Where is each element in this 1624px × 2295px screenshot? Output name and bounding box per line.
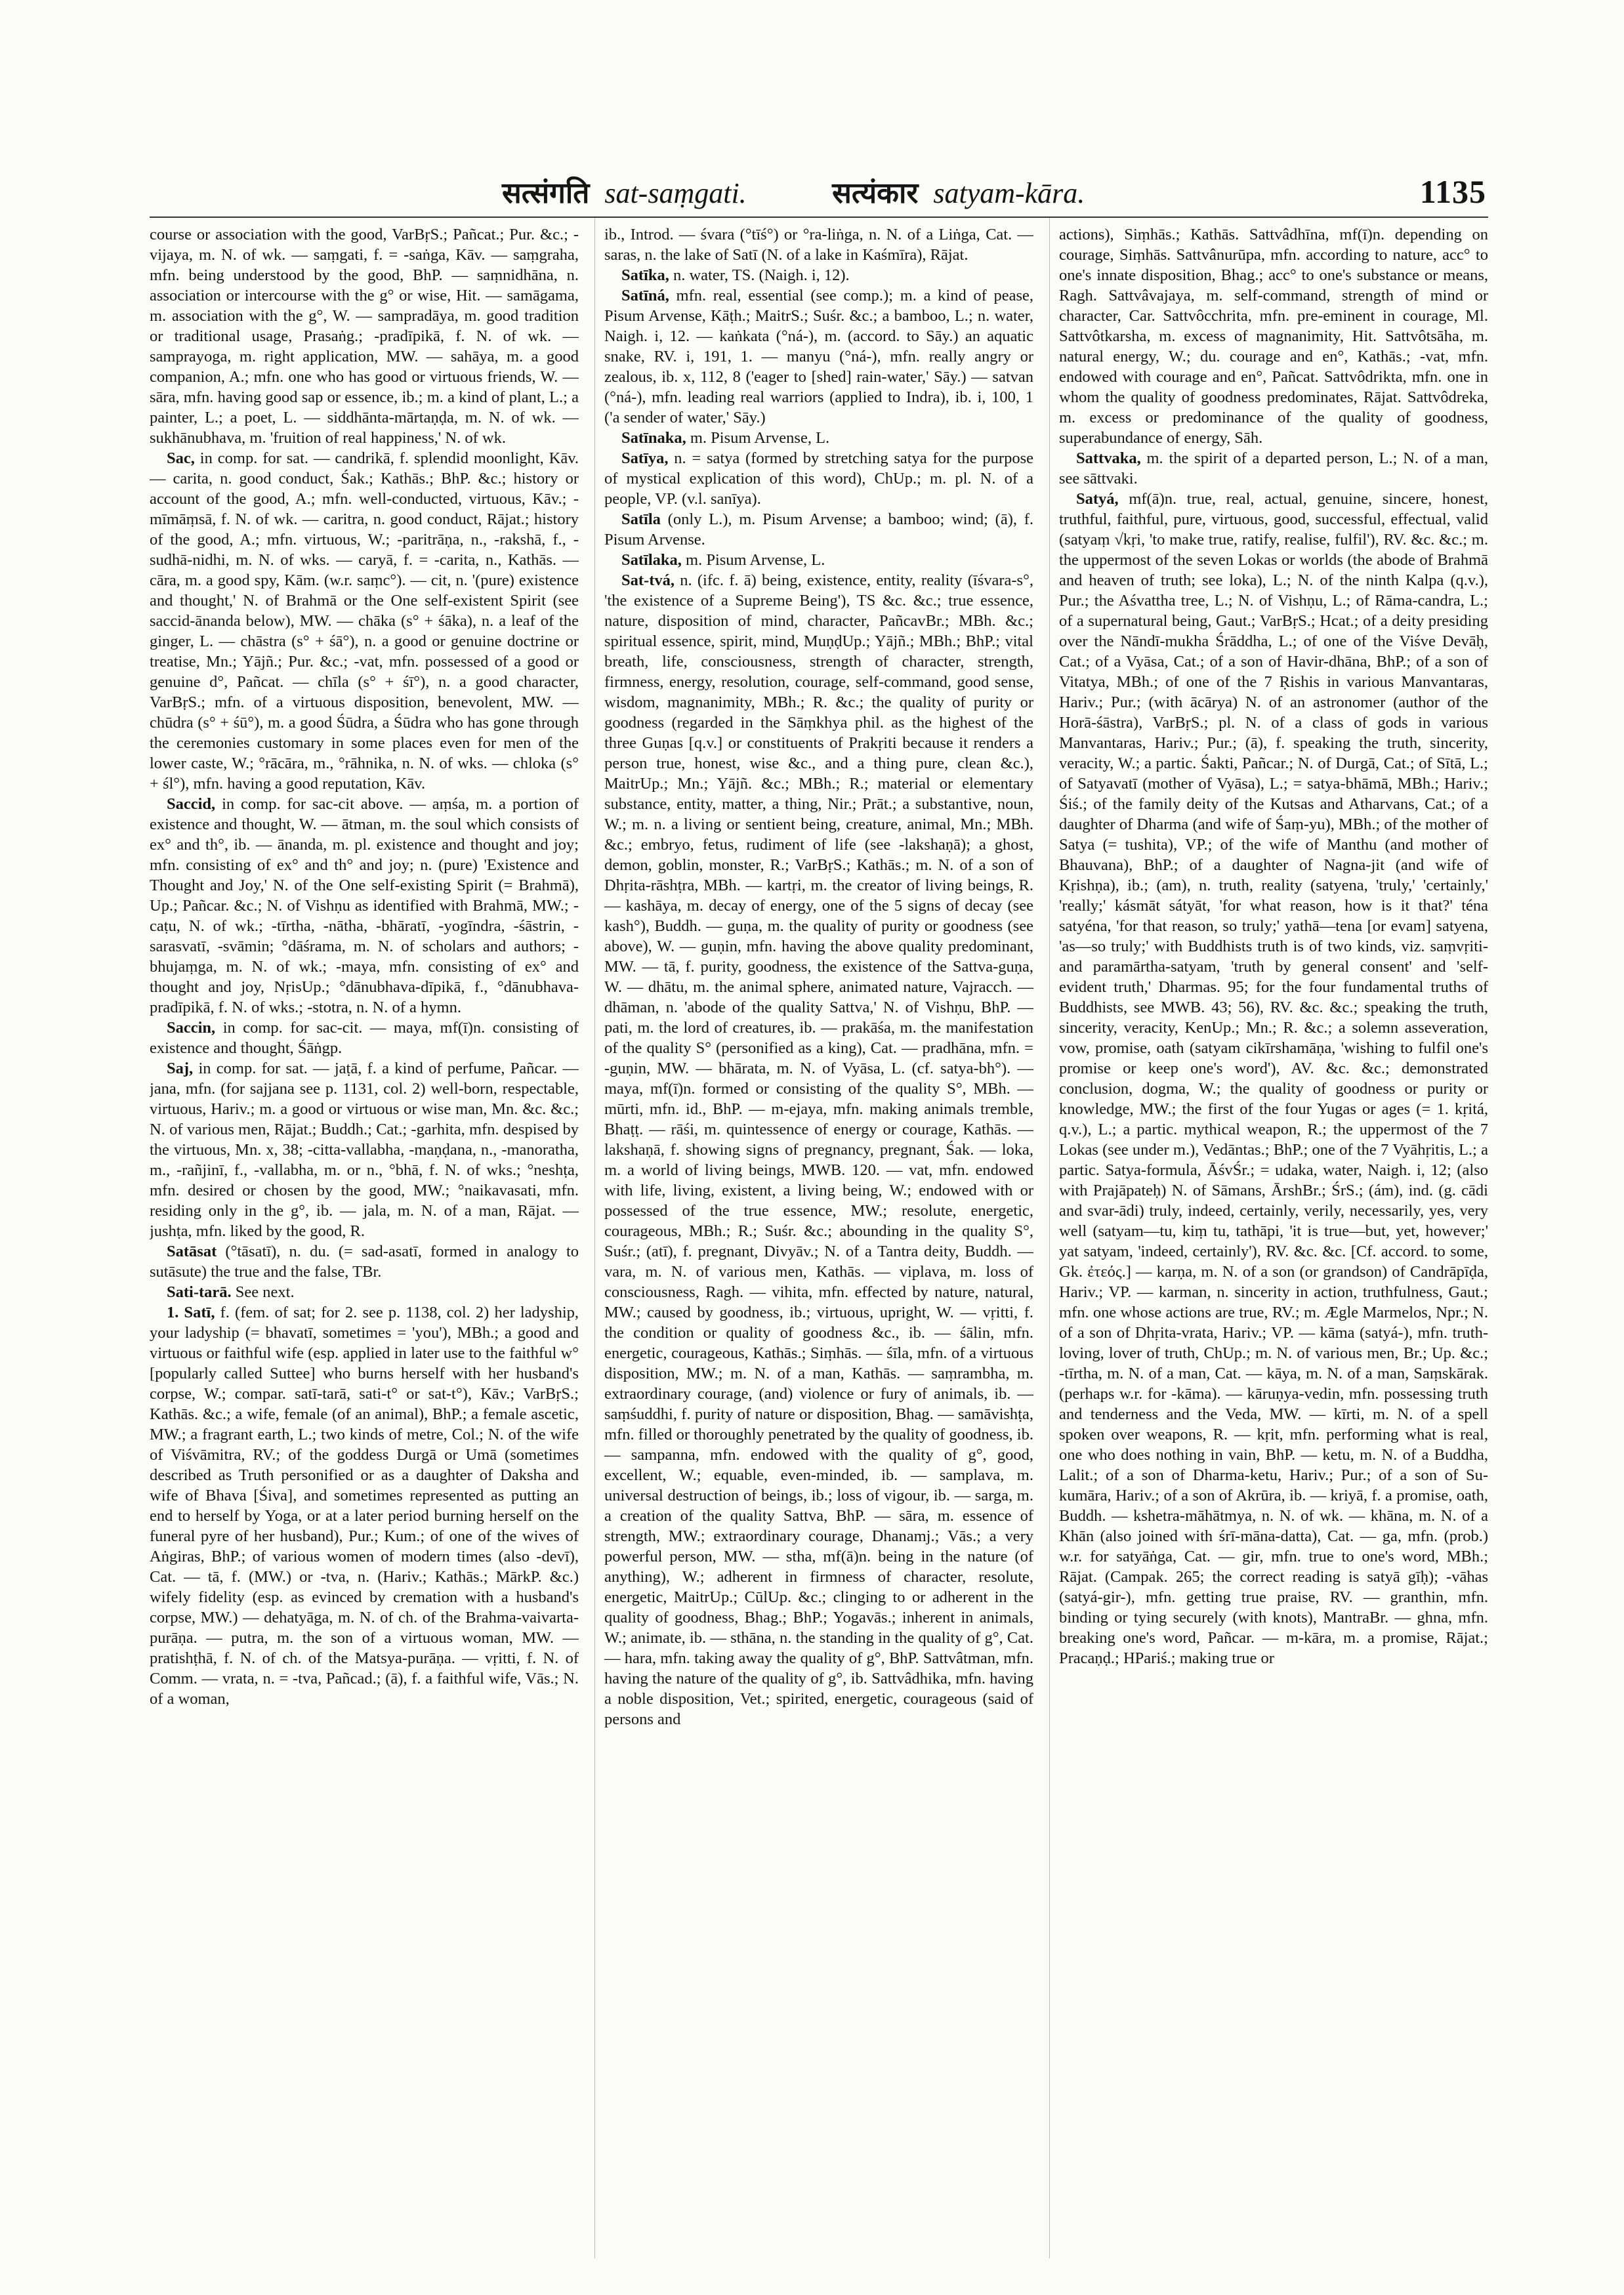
entry-text: See next. <box>235 1283 295 1301</box>
entry-text: in comp. for sat. — candrikā, f. splendid moonlight, Kāv. — carita, n. good conduct, Śak.; Kathās.; BhP. &c.; history or account of the good, A.; mfn. well-conducted, virtuous, Kāv.; -mīmāṃsā, f. N. of wk. — caritra, n. good conduct, Rājat.; history of the good, A.; mfn. virtuous, W.; -paritrāṇa, n., -rakshā, f., -sudhā-nidhi, m. N. of wks. — caryā, f. = -carita, n., Kathās. — cāra, m. a good spy, Kām. (w.r. saṃc°). — cit, n. '(pure) existence and thought,' N. of Brahmā or the One self-existent Spirit (see saccid-ānanda below), MW. — chāka (s° + śāka), n. a leaf of the ginger, L. — chāstra (s° + śā°), n. a good or genuine doctrine or treatise, Mn.; Yājñ.; Pur. &c.; -vat, mfn. possessed of a good or genuine d°, Pañcat. — chīla (s° + śī°), n. a good character, VarBṛS.; mfn. of a virtuous disposition, benevolent, MW. — chūdra (s° + śū°), m. a good Śūdra, a Śūdra who has gone through the ceremonies customary in some places even for men of the lower caste, W.; °rācāra, m., °rāhnika, n. N. of wks. — chloka (s° + śl°), mfn. having a good reputation, Kāv. <box>150 449 579 793</box>
dictionary-entry <box>1059 489 1488 1668</box>
dictionary-entry <box>1059 448 1488 489</box>
entry-text: in comp. for sat. — jaṭā, f. a kind of perfume, Pañcar. — jana, mfn. (for sajjana see p. 1131, col. 2) well-born, respectable, virtuous, Hariv.; m. a good or virtuous or wise man, Mn. &c. &c.; N. of various men, Rājat.; Buddh.; Cat.; -garhita, mfn. despised by the virtuous, Mn. x, 38; -citta-vallabha, -maṇḍana, n., -manoratha, m., -rañjinī, f., -vallabha, m. or n., °bhā, f. N. of wks.; °neshṭa, mfn. desired or chosen by the good, MW.; °naikavasati, mfn. residing only in the g°, ib. — jala, m. N. of a man, Rājat. — jushṭa, mfn. liked by the good, R. <box>150 1060 579 1240</box>
dictionary-entry <box>604 448 1033 509</box>
entry-text: f. (fem. of sat; for 2. see p. 1138, col. 2) her ladyship, your ladyship (= bhavatī, sometimes = 'you'), MBh.; a good and virtuous or faithful wife (esp. applied in later use to the faithful w° [popularly called Suttee] who burns herself with her husband's corpse, W.; compar. satī-tarā, sati-t° or sat-t°), Kāv.; VarBṛS.; Kathās. &c.; a wife, female (of an animal), BhP.; a female ascetic, MW.; a fragrant earth, L.; two kinds of metre, Col.; N. of the wife of Viśvāmitra, RV.; of the goddess Durgā or Umā (sometimes described as Truth personified or as a daughter of Daksha and wife of Bhava [Śiva], and sometimes represented as putting an end to herself by Yoga, or at a later period burning herself on the funeral pyre of her husband), Pur.; Kum.; of one of the wives of Aṅgiras, BhP.; of various women of modern times (also -devī), Cat. — tā, f. (MW.) or -tva, n. (Hariv.; Kathās.; MārkP. &c.) wifely fidelity (esp. as evinced by cremation with a husband's corpse, MW.) — dehatyāga, m. N. of ch. of the Brahma-vaivarta-purāṇa. — putra, m. the son of a virtuous woman, MW. — pratishṭhā, f. N. of ch. of the Matsya-purāṇa. — vṛitti, f. N. of Comm. — vrata, n. = -tva, Pañcad.; (ā), f. a faithful wife, Vās.; N. of a woman, <box>150 1304 579 1708</box>
page-number: 1135 <box>1419 173 1486 210</box>
entry-headword: Satāsat <box>167 1243 217 1260</box>
running-header <box>148 172 1486 211</box>
dictionary-entry <box>150 1058 579 1241</box>
entry-headword: 1. Satī, <box>167 1304 215 1321</box>
entry-text: (only L.), m. Pisum Arvense; a bamboo; wind; (ā), f. Pisum Arvense. <box>604 510 1033 548</box>
entry-headword: Satīná, <box>621 287 669 304</box>
dictionary-entry <box>150 224 579 448</box>
dictionary-entry <box>150 1302 579 1709</box>
entry-headword: Sac, <box>167 449 195 467</box>
dictionary-entry <box>604 570 1033 1729</box>
entry-text: n. water, TS. (Naigh. i, 12). <box>673 266 850 284</box>
entry-headword: Saccid, <box>167 795 216 813</box>
entry-headword: Sati-tarā. <box>167 1283 232 1301</box>
dictionary-entry <box>604 265 1033 285</box>
entry-headword: Saj, <box>167 1060 194 1077</box>
dictionary-entry <box>1059 224 1488 448</box>
dictionary-entry <box>150 794 579 1018</box>
dictionary-entry <box>150 448 579 794</box>
entry-text: m. Pisum Arvense, L. <box>690 429 830 447</box>
entry-text: m. the spirit of a departed person, L.; N. of a man, see sāttvaki. <box>1059 449 1488 487</box>
entry-text: ib., Introd. — śvara (°tīś°) or °ra-liṅga, n. N. of a Liṅga, Cat. — saras, n. the lake of Satī (N. of a lake in Kaśmīra), Rājat. <box>604 226 1033 264</box>
dictionary-entry <box>150 1241 579 1282</box>
entry-text: actions), Siṃhās.; Kathās. Sattvâdhīna, mf(ī)n. depending on courage, Siṃhās. Sattvânurūpa, mfn. according to nature, acc° to one's innate disposition, Bhag.; acc° to one's substance or means, Ragh. Sattvâvajaya, m. self-command, strength of mind or character, Car. Sattvôcchrita, mfn. pre-eminent in courage, Ml. Sattvôtkarsha, m. excess of magnanimity, Hit. Sattvôtsāha, m. natural energy, W.; du. courage and en°, Kathās.; -vat, mfn. endowed with courage and en°, Pañcat. Sattvôdrikta, mfn. one in whom the quality of goodness predominates, Rājat. Sattvôdreka, m. excess or predominance of the quality of goodness, superabundance of energy, Sāh. <box>1059 226 1488 447</box>
dictionary-entry <box>150 1018 579 1058</box>
entry-text: (°tāsatī), n. du. (= sad-asatī, formed in analogy to sutāsute) the true and the false, TBr. <box>150 1243 579 1281</box>
header-center-headword: सत्यंकार satyam-kāra. <box>832 177 1085 209</box>
entry-headword: Satīnaka, <box>621 429 686 447</box>
dictionary-entry <box>150 1282 579 1302</box>
entry-headword: Sat-tvá, <box>621 571 675 589</box>
column-3 <box>1049 218 1488 2258</box>
column-1 <box>150 218 579 2258</box>
entry-headword: Satīya, <box>621 449 669 467</box>
dictionary-columns <box>150 217 1488 2258</box>
column-2 <box>594 218 1033 2258</box>
header-left-headword: सत्संगति sat-saṃgati. <box>502 177 747 209</box>
entry-text: in comp. for sac-cit above. — aṃśa, m. a portion of existence and thought, W. — ātman, m. the soul which consists of ex° and th°, ib. — ānanda, m. pl. existence and thought and joy; mfn. consisting of ex° and th° and joy; n. (pure) 'Existence and Thought and Joy,' N. of the One self-existing Spirit (= Brahmā), Up.; Pañcar. &c.; N. of Vishṇu as identified with Brahmā, MW.; -caṭu, N. of wk.; -tīrtha, -nātha, -bhāratī, -yogīndra, -śāstrin, -sarasvatī, -svāmin; °dāśrama, m. N. of scholars and authors; -bhujaṃga, m. N. of wk.; -maya, mfn. consisting of ex° and thought and joy, NṛisUp.; °dānubhava-dīpikā, f., °dānubhava-pradīpikā, f. N. of wks.; -stotra, n. N. of a hymn. <box>150 795 579 1016</box>
dictionary-entry <box>604 509 1033 550</box>
entry-headword: Satīka, <box>621 266 669 284</box>
dictionary-entry <box>604 550 1033 570</box>
dictionary-entry <box>604 285 1033 428</box>
dictionary-entry <box>604 224 1033 265</box>
entry-headword: Satīlaka, <box>621 551 682 569</box>
entry-headword: Satyá, <box>1076 490 1119 508</box>
entry-headword: Satīla <box>621 510 661 528</box>
entry-text: mf(ā)n. true, real, actual, genuine, sincere, honest, truthful, faithful, pure, virtuous, good, successful, effectual, valid (satyaṃ √kṛi, 'to make true, ratify, realise, fulfil'), RV. &c. &c.; m. the uppermost of the seven Lokas or worlds (the abode of Brahmā and heaven of truth; see loka), L.; N. of the ninth Kalpa (q.v.), Pur.; the Aśvattha tree, L.; N. of Vishṇu, L.; of Rāma-candra, L.; of a supernatural being, Gaut.; VarBṛS.; Hcat.; of a deity presiding over the Nāndī-mukha Śrāddha, L.; of one of the Viśve Devāḥ, Cat.; of a Vyāsa, Cat.; of a son of Havir-dhāna, BhP.; of a son of Vitatya, MBh.; of one of the 7 Ṛishis in various Manvantaras, Hariv.; Pur.; (with ācārya) N. of an astronomer (author of the Horā-śāstra), VarBṛS.; pl. N. of a class of gods in various Manvantaras, Hariv.; Pur.; (ā), f. speaking the truth, sincerity, veracity, W.; a partic. Śakti, Pañcar.; N. of Durgā, Cat.; of Sītā, L.; of Satyavatī (mother of Vyāsa), L.; = satya-bhāmā, MBh.; Hariv.; Śiś.; of the family deity of the Kutsas and Atharvans, Cat.; of a daughter of Dharma (and wife of Śaṃ-yu), MBh.; of the mother of Satya (= tushita), VP.; of the wife of Manthu (and mother of Bhauvana), BhP.; of a daughter of Nagna-jit (and wife of Kṛishṇa), ib.; (am), n. truth, reality (satyena, 'truly,' 'certainly,' 'really;' kásmāt sátyāt, 'for what reason, how is it that?' téna satyéna, 'for that reason, so truly;' yathā—tena [or evam] satyena, 'as—so truly;' with Buddhists truth is of two kinds, viz. saṃvṛiti- and paramārtha-satyam, 'truth by general consent' and 'self-evident truth,' Dharmas. 95; for the four fundamental truths of Buddhists, see MWB. 43; 56), RV. &c. &c.; speaking the truth, sincerity, veracity, KenUp.; Mn.; R. &c.; a solemn asseveration, vow, promise, oath (satyam cikīrshamāṇa, 'wishing to fulfil one's promise or keep one's word'), AV. &c. &c.; demonstrated conclusion, dogma, W.; the quality of goodness or purity or knowledge, MW.; the first of the four Yugas or ages (= 1. kṛitá, q.v.), L.; a partic. mythical weapon, R.; the uppermost of the 7 Lokas (see under m.), Vedāntas.; BhP.; one of the 7 Vyāhṛitis, L.; a partic. Satya-formula, ĀśvŚr.; = udaka, water, Naigh. i, 12; (also with Prajāpateḥ) N. of Sāmans, ĀrshBr.; ŚrS.; (ám), ind. (g. cādi and svar-ādi) truly, indeed, certainly, verily, necessarily, yes, very well (satyam—tu, kiṃ tu, tathāpi, 'it is true—but, yet, however;' yat satyam, 'indeed, certainly'), RV. &c. &c. [Cf. accord. to some, Gk. ἐτεός.] — karṇa, m. N. of a son (or grandson) of Candrāpīḍa, Hariv.; VP. — karman, n. sincerity in action, truthfulness, Gaut.; mfn. one whose actions are true, RV.; m. Ægle Marmelos, Npr.; N. of a son of Dhṛita-vrata, Hariv.; VP. — kāma (satyá-), mfn. truth-loving, lover of truth, ChUp.; m. N. of various men, Br.; Up. &c.; -tīrtha, m. N. of a man, Cat. — kāya, m. N. of a man, Saṃskārak. (perhaps w.r. for -kāma). — kāruṇya-vedin, mfn. possessing truth and tenderness and the Veda, MW. — kīrti, m. N. of a spell spoken over weapons, R. — kṛit, mfn. performing what is real, one who does nothing in vain, BhP. — ketu, m. N. of a Buddha, Lalit.; of a son of Dharma-ketu, Hariv.; Pur.; of a son of Su-kumāra, Hariv.; of a son of Akrūra, ib. — kriyā, f. a promise, oath, Buddh. — kshetra-māhātmya, n. N. of wk. — khāna, m. N. of a Khān (also joined with śrī-māna-datta), Cat. — ga, mfn. (prob.) w.r. for satyāṅga, Cat. — gir, mfn. true to one's word, MBh.; Rājat. (Campak. 265; the correct reading is satyā gīḥ); -vāhas (satyá-gir-), mfn. getting true praise, RV. — granthin, mfn. binding or tying securely (with knots), MantraBr. — ghna, mfn. breaking one's word, Pañcar. — m-kāra, m. a promise, Rājat.; Pracaṇḍ.; HPariś.; making true or <box>1059 490 1488 1667</box>
dictionary-entry <box>604 428 1033 448</box>
entry-headword: Sattvaka, <box>1076 449 1141 467</box>
entry-text: m. Pisum Arvense, L. <box>686 551 825 569</box>
entry-text: mfn. real, essential (see comp.); m. a kind of pease, Pisum Arvense, Kāṭh.; MaitrS.; Suśr. &c.; a bamboo, L.; n. water, Naigh. i, 12. — kaṅkata (°ná-), m. (accord. to Sāy.) an aquatic snake, RV. i, 191, 1. — manyu (°ná-), mfn. really angry or zealous, ib. x, 112, 8 ('eager to [shed] rain-water,' Sāy.) — satvan (°ná-), mfn. leading real warriors (applied to Indra), ib. i, 100, 1 ('a sender of water,' Sāy.) <box>604 287 1033 426</box>
entry-text: course or association with the good, VarBṛS.; Pañcat.; Pur. &c.; -vijaya, m. N. of wk. — saṃgati, f. = -saṅga, Kāv. — saṃgraha, mfn. being understood by the good, BhP. — saṃnidhāna, n. association or intercourse with the g° or wise, Hit. — samāgama, m. association with the g°, W. — sampradāya, m. good tradition or traditional usage, Prasaṅg.; -pradīpikā, f. N. of wk. — samprayoga, m. right application, MW. — sahāya, m. a good companion, A.; mfn. one who has good or virtuous friends, W. — sāra, mfn. having good sap or essence, ib.; m. a kind of plant, L.; a painter, L.; a poet, L. — siddhānta-mārtaṇḍa, m. N. of wk. — sukhānubhava, m. 'fruition of real happiness,' N. of wk. <box>150 226 579 447</box>
entry-text: n. (ifc. f. ā) being, existence, entity, reality (īśvara-s°, 'the existence of a Supreme Being'), TS &c. &c.; true essence, nature, disposition of mind, character, PañcavBr.; MBh. &c.; spiritual essence, spirit, mind, MuṇḍUp.; Yājñ.; MBh.; BhP.; vital breath, life, consciousness, strength of character, strength, firmness, energy, resolution, courage, self-command, good sense, wisdom, magnanimity, MBh.; R. &c.; the quality of purity or goodness (regarded in the Sāṃkhya phil. as the highest of the three Guṇas [q.v.] or constituents of Prakṛiti because it renders a person true, honest, wise &c., and a thing pure, clean &c.), MaitrUp.; Mn.; Yājñ. &c.; MBh.; R.; material or elementary substance, entity, matter, a thing, Nir.; Prāt.; a substantive, noun, W.; m. n. a living or sentient being, creature, animal, Mn.; MBh. &c.; embryo, fetus, rudiment of life (see -lakshaṇā); a ghost, demon, goblin, monster, R.; VarBṛS.; Kathās.; m. N. of a son of Dhṛita-rāshṭra, MBh. — kartṛi, m. the creator of living beings, R. — kashāya, m. decay of energy, one of the 5 signs of decay (see kash°), Buddh. — guṇa, m. the quality of purity or goodness (see above), W. — guṇin, mfn. having the above quality predominant, MW. — tā, f. purity, goodness, the existence of the Sattva-guṇa, W. — dhātu, m. the animal sphere, animated nature, Vajracch. — dhāman, n. 'abode of the quality Sattva,' N. of Vishṇu, BhP. — pati, m. the lord of creatures, ib. — prakāśa, m. the manifestation of the quality S° (personified as a king), Cat. — pradhāna, mfn. = -guṇin, MW. — bhārata, m. N. of Vyāsa, L. (cf. satya-bh°). — maya, mf(ī)n. formed or consisting of the quality S°, MBh. — mūrti, mfn. id., BhP. — m-ejaya, mfn. making animals tremble, Bhaṭṭ. — rāśi, m. quintessence of energy or courage, Kathās. — lakshaṇā, f. showing signs of pregnancy, pregnant, Śak. — loka, m. a world of living beings, MWB. 120. — vat, mfn. endowed with life, living, existent, a living being, W.; endowed with or possessed of the true essence, MW.; resolute, energetic, courageous, MBh.; R.; Suśr. &c.; abounding in the quality S°, Suśr.; (atī), f. pregnant, Divyāv.; N. of a Tantra deity, Buddh. — vara, m. N. of various men, Kathās. — viplava, m. loss of consciousness, Ragh. — vihita, mfn. effected by nature, natural, MW.; caused by goodness, ib.; virtuous, upright, W. — vṛitti, f. the condition or quality of goodness &c., ib. — śālin, mfn. energetic, courageous, Kathās.; Siṃhās. — śīla, mfn. of a virtuous disposition, MW.; m. N. of a man, Kathās. — saṃrambha, m. extraordinary courage, (and) violence or fury of animals, ib. — saṃśuddhi, f. purity of nature or disposition, Bhag. — samāvishṭa, mfn. filled or thoroughly penetrated by the quality of goodness, ib. — sampanna, mfn. endowed with the quality of g°, good, excellent, W.; equable, even-minded, ib. — samplava, m. universal destruction of beings, ib.; loss of vigour, ib. — sarga, m. a creation of the quality Sattva, BhP. — sāra, m. essence of strength, MW.; extraordinary courage, Dhanamj.; Vās.; a very powerful person, MW. — stha, mf(ā)n. being in the nature (of anything), W.; adherent in firmness of character, resolute, energetic, MaitrUp.; CūlUp. &c.; clinging to or adherent in the quality of goodness, Bhag.; BhP.; Yogavās.; inherent in animals, W.; animate, ib. — sthāna, n. the standing in the quality of g°, Cat. — hara, mfn. taking away the quality of g°, BhP. Sattvâtman, mfn. having the nature of the quality of g°, ib. Sattvâdhika, mfn. having a noble disposition, Vet.; spirited, energetic, courageous (said of persons and <box>604 571 1033 1728</box>
entry-headword: Saccin, <box>167 1019 216 1037</box>
entry-text: in comp. for sac-cit. — maya, mf(ī)n. consisting of existence and thought, Śāṅgp. <box>150 1019 579 1057</box>
entry-text: n. = satya (formed by stretching satya for the purpose of mystical explication of this word), ChUp.; m. pl. N. of a people, VP. (v.l. sanīya). <box>604 449 1033 508</box>
